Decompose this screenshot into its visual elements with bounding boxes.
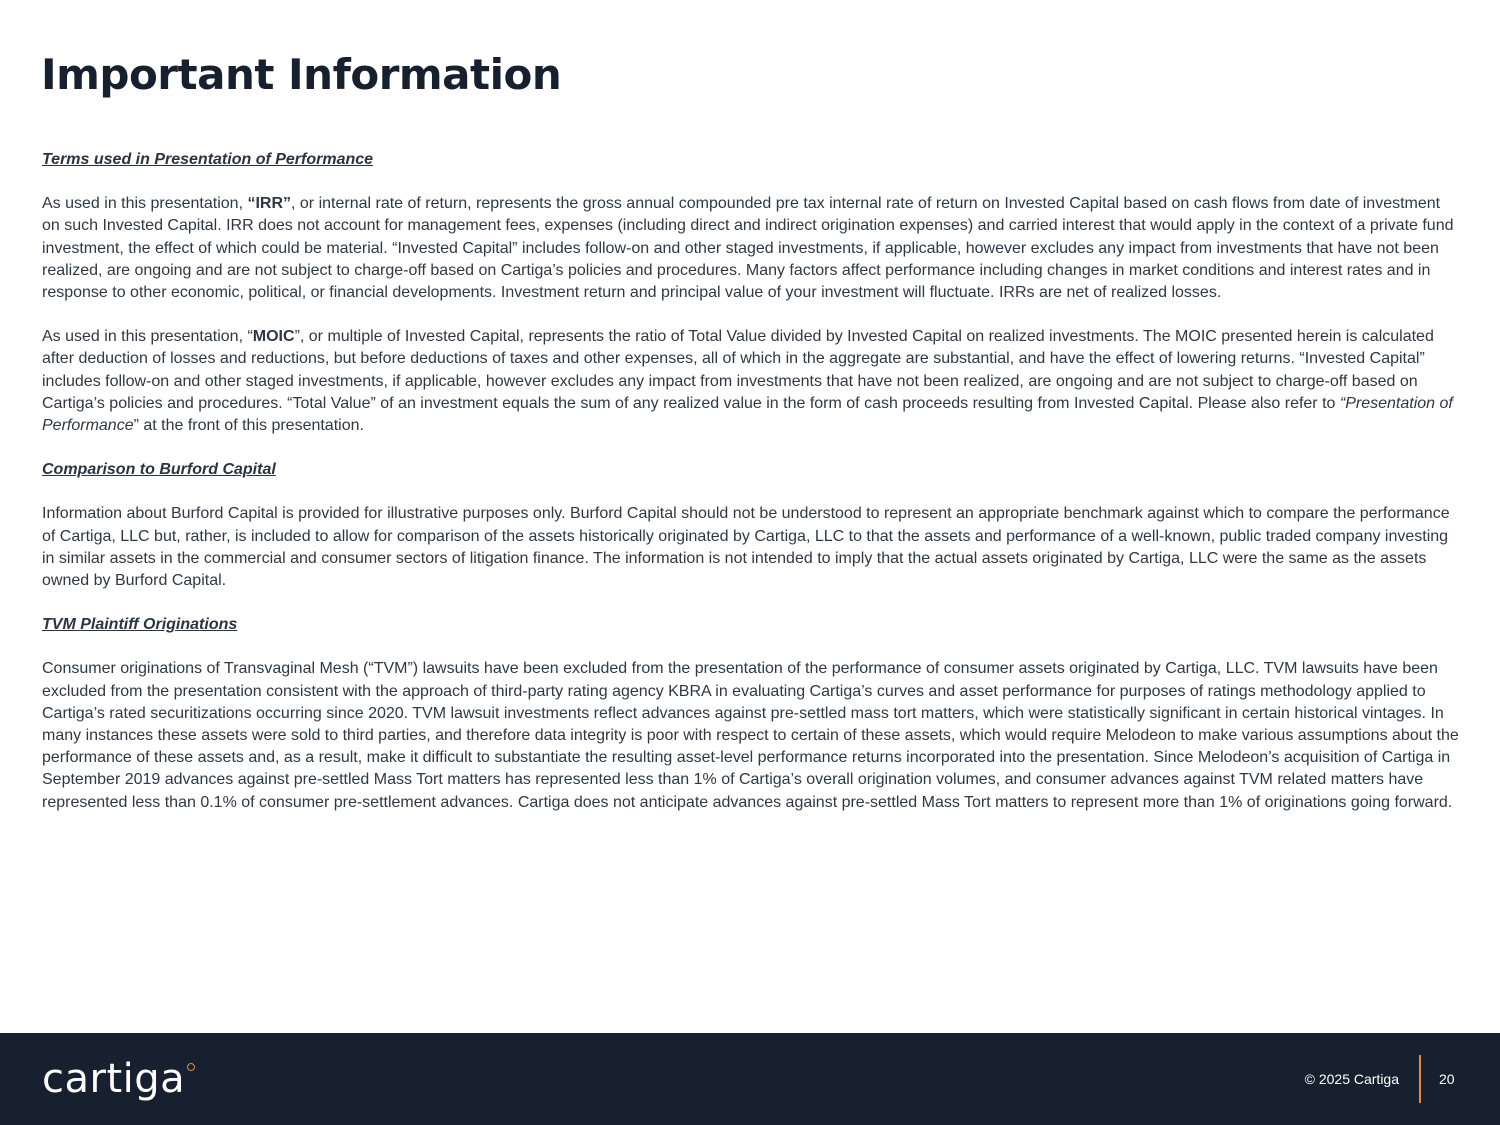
section-heading-terms: Terms used in Presentation of Performance [42, 151, 374, 168]
page-number: 20 [1439, 1071, 1455, 1087]
presentation-of-performance-reference: “Presentation of Performance [42, 394, 1453, 435]
paragraph-burford: Information about Burford Capital is provided for illustrative purposes only. Burford Capital should not be understood to represent an appropriate benchmark against which to compare the performance of Cartiga, LLC but, rather, is included to allow for comparison of the assets historically originated by Cartiga, LLC to that the assets and performance of a well-known, public traded company investing in similar assets in the commercial and consumer sectors of litigation finance. The information is not intended to imply that the actual assets originated by Cartiga, LLC were the same as the assets owned by Burford Capital. [42, 505, 1450, 590]
moic-term: MOIC [252, 328, 295, 346]
paragraph-moic-definition [42, 326, 1460, 437]
logo-wordmark: cartiga [42, 1056, 186, 1102]
section-heading-burford: Comparison to Burford Capital [42, 461, 276, 479]
logo-registered-mark-icon [187, 1063, 195, 1071]
section-heading-tvm: TVM Plaintiff Originations [42, 616, 238, 634]
cartiga-logo [42, 1057, 195, 1101]
footer-bar [0, 1033, 1500, 1125]
paragraph-tvm: Consumer originations of Transvaginal Mesh (“TVM”) lawsuits have been excluded from the presentation of the performance of consumer assets originated by Cartiga, LLC. TVM lawsuits have been excluded from the presentation consistent with the approach of third-party rating agency KBRA in evaluating Cartiga’s curves and asset performance for purposes of ratings methodology applied to Cartiga’s rated securitizations occurring since 2020. TVM lawsuit investments reflect advances against pre-settled mass tort matters, which were statistically significant in certain historical vintages. In many instances these assets were sold to third parties, and therefore data integrity is poor with respect to certain of these assets, which would require Melodeon to make various assumptions about the performance of these assets and, as a result, make it difficult to substantiate the resulting asset-level performance returns incorporated into the presentation. Since Melodeon’s acquisition of Cartiga in September 2019 advances against pre-settled Mass Tort matters has represented less than 1% of Cartiga’s overall origination volumes, and consumer advances against TVM related matters have represented less than 0.1% of consumer pre-settlement advances. Cartiga does not anticipate advances against pre-settled Mass Tort matters to represent more than 1% of originations going forward. [42, 660, 1459, 811]
irr-intro-text: As used in this presentation, [42, 195, 248, 213]
page-title: Important Information [41, 50, 562, 99]
copyright-text: © 2025 Cartiga [1304, 1071, 1399, 1087]
moic-body-text: ”, or multiple of Invested Capital, represents the ratio of Total Value divided by Invested Capital on realized investments. The MOIC presented herein is calculated after deduction of losses and reductions, but before deductions of taxes and other expenses, all of which in the aggregate are substantial, and have the effect of lowering returns. “Invested Capital” includes follow-on and other staged investments, if applicable, however excludes any impact from investments that have not been realized, are ongoing and are not subject to charge-off based on Cartiga’s policies and procedures. “Total Value” of an investment equals the sum of any realized value in the form of cash proceeds resulting from Invested Capital. Please also refer to [42, 328, 1434, 412]
moic-intro-text: As used in this presentation, “ [42, 328, 253, 346]
paragraph-irr-definition [42, 193, 1460, 304]
footer-divider [1419, 1055, 1421, 1103]
irr-term: “IRR” [247, 195, 292, 213]
irr-body-text: , or internal rate of return, represents the gross annual compounded pre tax internal rate of return on Invested Capital based on cash flows from date of investment on such Invested Capital. IRR does not account for management fees, expenses (including direct and indirect origination expenses) and carried interest that would apply in the context of a private fund investment, the effect of which could be material. “Invested Capital” includes follow-on and other staged investments, if applicable, however excludes any impact from investments that have not been realized, are ongoing and are not subject to charge-off based on Cartiga’s policies and procedures. Many factors affect performance including changes in market conditions and interest rates and in response to other economic, political, or financial developments. Investment return and principal value of your investment will fluctuate. IRRs are net of realized losses. [42, 195, 1454, 302]
moic-tail-text: ” at the front of this presentation. [133, 417, 364, 435]
disclosure-content [42, 149, 1460, 836]
